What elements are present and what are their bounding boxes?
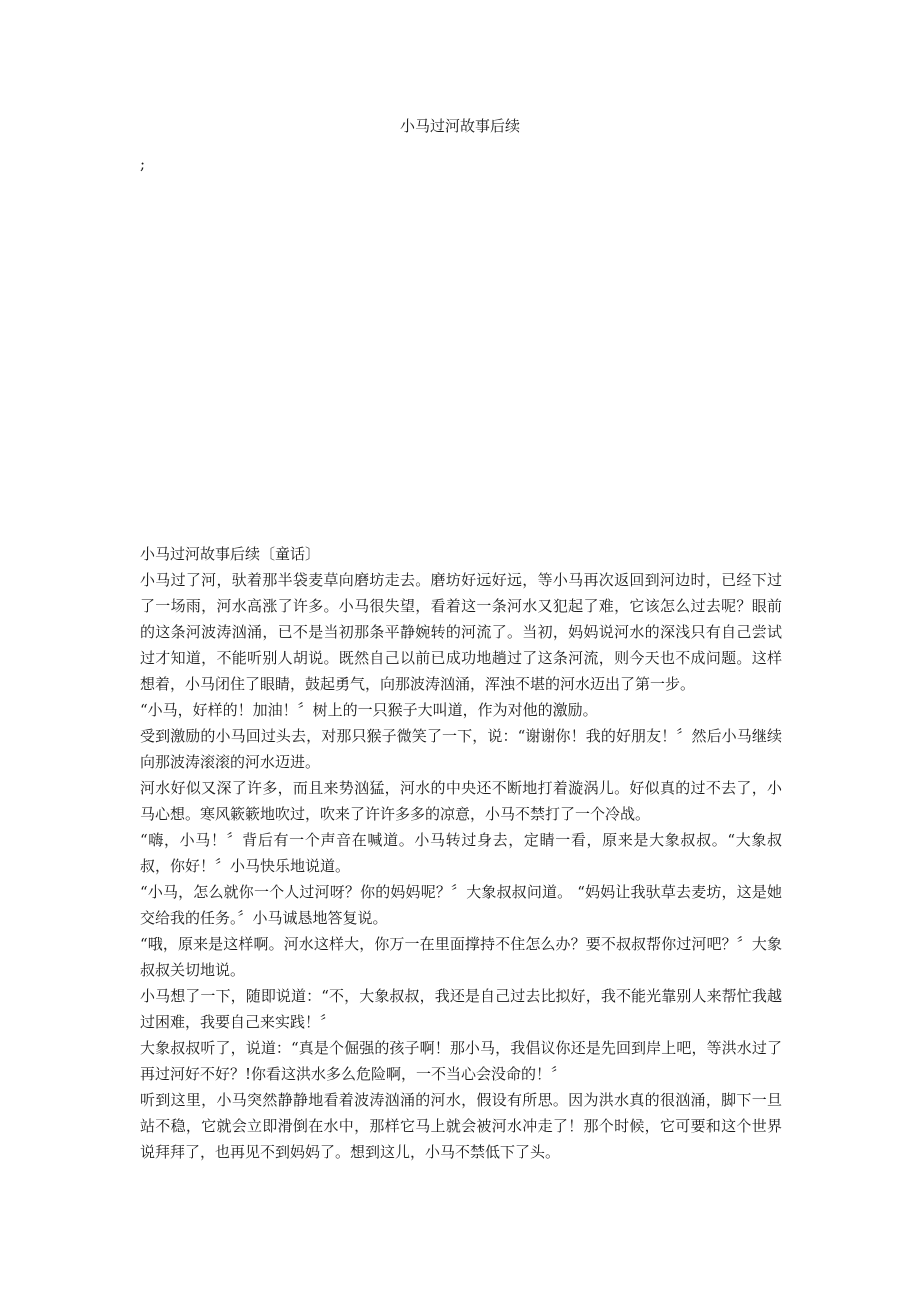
- paragraph: 大象叔叔听了，说道：“真是个倔强的孩子啊！那小马，我倡议你还是先回到岸上吧，等洪水过了再过河好不好？!你看这洪水多么危险啊，一不当心会没命的！〞: [140, 1039, 782, 1083]
- paragraph: 听到这里，小马突然静静地看着波涛汹涌的河水，假设有所思。因为洪水真的很汹涌，脚下一旦站不稳，它就会立即滑倒在水中，那样它马上就会被河水冲走了！那个时候，它可要和这个世界说拜拜了，也再见不到妈妈了。想到这儿，小马不禁低下了头。: [140, 1091, 782, 1161]
- paragraph: “哦，原来是这样啊。河水这样大，你万一在里面撑持不住怎么办？要不叔叔帮你过河吧？〞大象叔叔关切地说。: [140, 935, 782, 979]
- paragraph: “小马，怎么就你一个人过河呀？你的妈妈呢？〞大象叔叔问道。 “妈妈让我驮草去麦坊，这是她交给我的任务。〞小马诚恳地答复说。: [140, 883, 782, 927]
- paragraph: 小马想了一下，随即说道：“不，大象叔叔，我还是自己过去比拟好，我不能光靠别人来帮忙我越过困难，我要自己来实践！〞: [140, 987, 782, 1031]
- separator-mark: ;: [140, 155, 146, 173]
- paragraph: 小马过了河，驮着那半袋麦草向磨坊走去。磨坊好远好远，等小马再次返回到河边时，已经下过了一场雨，河水高涨了许多。小马很失望，看着这一条河水又犯起了难，它该怎么过去呢？眼前的这条河波涛汹涌，已不是当初那条平静婉转的河流了。当初，妈妈说河水的深浅只有自己尝试过才知道，不能听别人胡说。既然自己以前已成功地趟过了这条河流，则今天也不成问题。这样想着，小马闭住了眼睛，鼓起勇气，向那波涛汹涌，浑浊不堪的河水迈出了第一步。: [140, 571, 782, 693]
- story-subtitle: 小马过河故事后续〔童话〕: [140, 545, 321, 563]
- story-body: [140, 541, 782, 1165]
- paragraph: “小马，好样的！加油！〞树上的一只猴子大叫道，作为对他的激励。: [140, 701, 598, 719]
- paragraph: 河水好似又深了许多，而且来势汹猛，河水的中央还不断地打着漩涡儿。好似真的过不去了，小马心想。寒风簌簌地吹过，吹来了许许多多的凉意，小马不禁打了一个冷战。: [140, 779, 782, 823]
- document-title: 小马过河故事后续: [399, 117, 520, 135]
- paragraph: 受到激励的小马回过头去，对那只猴子微笑了一下，说：“谢谢你！我的好朋友！〞然后小马继续向那波涛滚滚的河水迈进。: [140, 727, 782, 771]
- paragraph: “嗨，小马！〞背后有一个声音在喊道。小马转过身去，定睛一看，原来是大象叔叔。“大象叔叔，你好！〞小马快乐地说道。: [140, 831, 782, 875]
